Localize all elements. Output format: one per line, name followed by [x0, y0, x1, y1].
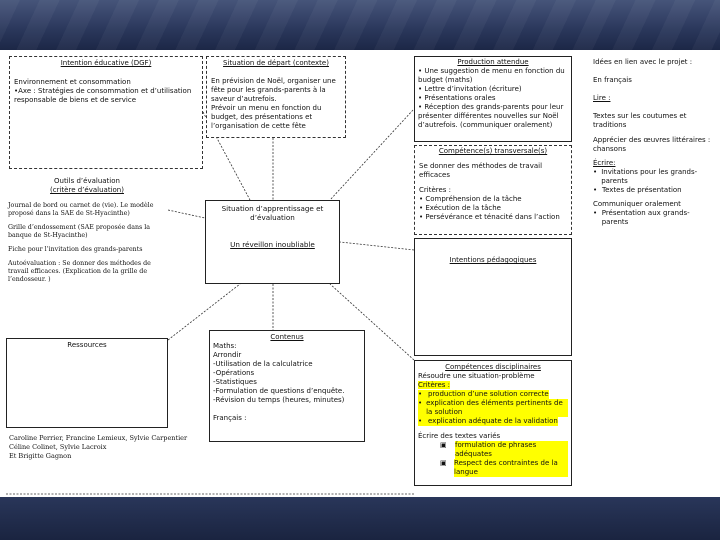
intention-educative-box [9, 56, 203, 169]
ecrire-row [418, 459, 568, 477]
bullet-icon: • [593, 186, 598, 194]
bullet-icon: • [593, 209, 598, 217]
production-item: • Présentations orales [418, 94, 496, 102]
ressources-authors [9, 434, 209, 461]
contenus-item [213, 405, 361, 414]
situation-depart-box [206, 56, 346, 138]
contenus-item: -Formulation de questions d’enquête. [213, 387, 345, 395]
outils-evaluation-box [6, 176, 168, 294]
production-attendue-box [414, 56, 572, 142]
author-line: Caroline Perrier, Francine Lemieux, Sylvie Carpentier [9, 434, 188, 442]
author-line: Et Brigitte Gagnon [9, 452, 72, 460]
outils-line: Autoévaluation : Se donner des méthodes de travail efficaces. (Explication de la grille de l’endosseur. ) [8, 260, 151, 283]
critere-item: • Persévérance et ténacité dans l’action [419, 213, 560, 221]
contenus-title: Contenus [270, 333, 304, 341]
criteres-label: Critères : [418, 381, 451, 389]
criteres-label: Critères : [419, 186, 452, 194]
outils-line: Journal de bord ou carnet de (vie). Le modèle proposé dans la SAE de St-Hyacinthe) [8, 202, 154, 217]
competences-disciplinaires-box [414, 360, 572, 486]
intentions-pedagogiques-box [414, 238, 572, 356]
ressources-title: Ressources [67, 341, 107, 349]
production-item: • Une suggestion de menu en fonction du budget (maths) [418, 67, 565, 84]
critere-item: • Compréhension de la tâche [419, 195, 522, 203]
ideas-ecrire-item: Invitations pour les grands-parents [601, 168, 698, 185]
checkbox-icon: ▣ [440, 441, 447, 449]
ideas-communiquer-item: Présentation aux grands-parents [601, 209, 690, 226]
contenus-item: -Statistiques [213, 378, 257, 386]
outils-line: Grille d’endossement (SAE proposée dans la banque de St-Hyacinthe) [8, 224, 151, 239]
competence-transversale-box [414, 145, 572, 235]
production-item: • Réception des grands-parents pour leur présenter différentes nouvelles sur Noël d’autrefois. (communiquer oralement) [418, 103, 564, 129]
contenus-item: -Révision du temps (heures, minutes) [213, 396, 345, 404]
checkbox-icon: ▣ [440, 459, 447, 467]
contenus-box [209, 330, 365, 442]
contenus-item: Maths: [213, 342, 237, 350]
ideas-ecrire-item: Textes de présentation [602, 186, 682, 194]
critere-item: explication adéquate de la validation [428, 417, 558, 425]
situation-apprentissage-box [205, 200, 340, 284]
bullet-icon: • [418, 417, 428, 426]
critere-row [418, 390, 568, 399]
ideas-ecrire-label: Écrire: [593, 159, 616, 167]
ecrire-row [418, 441, 568, 459]
ideas-lire-text: Textes sur les coutumes et traditions [593, 112, 687, 129]
situation-apprentissage-title: Situation d’apprentissage et d’évaluation [221, 204, 324, 222]
ecrire-item: formulation de phrases adéquates [455, 441, 568, 459]
competences-disciplinaires-title: Compétences disciplinaires [445, 363, 541, 371]
contenus-item: Arrondir [213, 351, 242, 359]
ideas-communiquer-label: Communiquer oralement [593, 200, 681, 208]
ideas-francais: En français [593, 76, 632, 84]
competence-transversale-intro: Se donner des méthodes de travail efficaces [419, 162, 543, 179]
bullet-icon: • [593, 168, 598, 176]
outils-subtitle: (critère d’évaluation) [50, 186, 124, 194]
ecrire-item: Respect des contraintes de la langue [454, 459, 568, 477]
critere-row [418, 417, 568, 426]
critere-item: production d’une solution correcte [428, 390, 549, 398]
intention-title: Intention éducative (DGF) [60, 59, 152, 67]
ressources-box [6, 338, 168, 428]
ideas-communiquer-row [593, 209, 713, 227]
situation-depart-body: En prévision de Noël, organiser une fête pour les grands-parents à la saveur d’autrefois. Prévoir un menu en fonction du budget, des présentations et l’organisation de cette fête [211, 77, 336, 130]
contenus-item: -Opérations [213, 369, 255, 377]
intentions-pedagogiques-title: Intentions pédagogiques [449, 256, 537, 264]
production-title: Production attendue [457, 58, 529, 66]
sae-name: Un réveillon inoubliable [230, 240, 315, 249]
outils-title: Outils d’évaluation [54, 177, 120, 185]
bullet-icon: • [418, 399, 426, 417]
competences-disciplinaires-subtitle: Résoudre une situation-problème [418, 372, 535, 380]
contenus-item: Français : [213, 414, 247, 422]
ideas-ecrire-row [593, 168, 713, 186]
bullet-icon: • [418, 390, 428, 399]
ideas-panel [593, 58, 713, 227]
production-item: • Lettre d’invitation (écriture) [418, 85, 522, 93]
author-line: Céline Colinet, Sylvie Lacroix [9, 443, 107, 451]
ecrire-label: Écrire des textes variés [418, 432, 501, 440]
competence-transversale-title: Compétence(s) transversale(s) [438, 147, 548, 155]
intention-body: Environnement et consommation •Axe : Stratégies de consommation et d’utilisation responsable de biens et de service [14, 78, 192, 104]
ideas-lire-label: Lire : [593, 94, 611, 102]
critere-item: explication des éléments pertinents de la solution [426, 399, 568, 417]
ideas-ecrire-row [593, 186, 713, 195]
ideas-title: Idées en lien avec le projet : [593, 58, 693, 66]
situation-depart-title: Situation de départ (contexte) [223, 59, 329, 67]
outils-line: Fiche pour l’invitation des grands-parents [8, 246, 143, 253]
ideas-apprecier: Apprécier des œuvres littéraires : chansons [593, 136, 711, 153]
contenus-item: -Utilisation de la calculatrice [213, 360, 313, 368]
critere-row [418, 399, 568, 417]
critere-item: • Exécution de la tâche [419, 204, 501, 212]
